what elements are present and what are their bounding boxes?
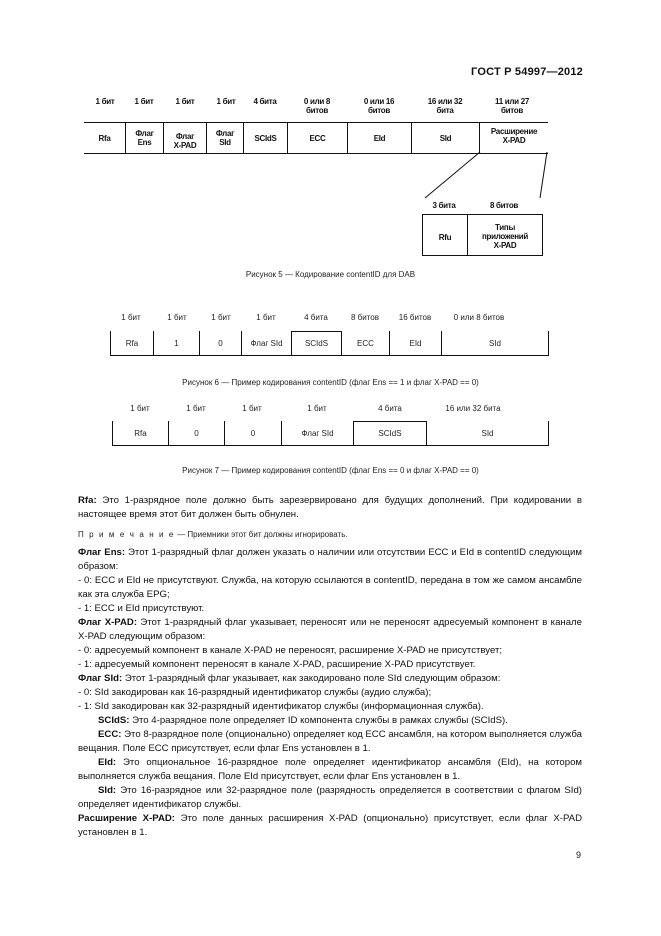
fig6-label: 1 бит bbox=[211, 313, 231, 322]
fig7-label: 4 бита bbox=[378, 404, 402, 413]
fig6-cell-eid: EId bbox=[409, 339, 422, 348]
xpad-ext-definition: Это поле данных расширения X-PAD (опционально) присутствует, если флаг X-PAD установлен в 1. bbox=[78, 813, 582, 838]
ens-definition: Этот 1-разрядный флаг должен указать о наличии или отсутствии ECC и EId в contentID следующим образом: bbox=[78, 547, 582, 572]
fig6-label: 0 или 8 битов bbox=[453, 313, 505, 322]
fig5-cell-rfa: Rfa bbox=[98, 133, 111, 143]
fig7-cell-xpad: 0 bbox=[250, 429, 256, 438]
sid-flag-term: Флаг SId: bbox=[78, 673, 123, 684]
fig5-cell-xpad-flag: Флаг X-PAD bbox=[173, 132, 197, 150]
sid-option-1: - 1: SId закодирован как 32-разрядный идентификатор службы (информационная служба). bbox=[78, 701, 484, 712]
rfa-term: Rfa: bbox=[78, 495, 97, 506]
note-text: — Приемники этот бит должны игнорировать. bbox=[174, 530, 348, 539]
fig5-label: 0 или 8 битов bbox=[303, 97, 331, 115]
fig7-label: 16 или 32 бита bbox=[445, 404, 501, 413]
sid-paragraph bbox=[78, 784, 582, 812]
document-header: ГОСТ Р 54997—2012 bbox=[471, 66, 583, 78]
fig5-cell-eid: EId bbox=[373, 133, 386, 143]
fig5-sub-label: 8 битов bbox=[489, 201, 519, 210]
ecc-definition: Это 8-разрядное поле (опционально) определяет код ECC ансамбля, на котором выполняется служба вещания. Поле ECC присутствует, если флаг Ens установлен в 1. bbox=[78, 729, 582, 754]
fig6-caption: Рисунок 6 — Пример кодирования contentID (флаг Ens == 1 и флаг X-PAD == 0) bbox=[182, 378, 479, 387]
xpad-option-0: - 0: адресуемый компонент в канале X-PAD не переносят, расширение X-PAD не присутствует; bbox=[78, 645, 503, 656]
fig5-expansion-lines bbox=[415, 150, 555, 202]
xpad-option-1: - 1: адресуемый компонент переносят в канале X-PAD, расширение X-PAD присутствует. bbox=[78, 659, 476, 670]
fig5-sub-top-line bbox=[422, 214, 543, 215]
fig5-label: 1 бит bbox=[134, 97, 154, 106]
fig7-label: 1 бит bbox=[242, 404, 262, 413]
divider bbox=[542, 214, 543, 256]
fig5-label: 1 бит bbox=[175, 97, 195, 106]
fig6-cell-sid: SId bbox=[488, 339, 501, 348]
rfa-paragraph bbox=[78, 494, 582, 522]
fig6-cell-ens: 1 bbox=[174, 339, 179, 348]
fig5-label: 4 бита bbox=[253, 97, 277, 106]
sid-option-0: - 0: SId закодирован как 16-разрядный идентификатор службы (аудио служба); bbox=[78, 687, 432, 698]
fig5-cell-xpad-ext: Расширение X-PAD bbox=[490, 127, 538, 145]
fig5-sub-cell-app-types: Типы приложений X-PAD bbox=[481, 222, 529, 250]
fig5-cell-sid: SId bbox=[439, 133, 452, 143]
fig7-bottom-line bbox=[112, 445, 549, 446]
fig6-cell-ecc: ECC bbox=[357, 339, 374, 348]
fig5-sub-cell-rfu: Rfu bbox=[438, 232, 452, 242]
fig7-label: 1 бит bbox=[130, 404, 150, 413]
fig7-label: 1 бит bbox=[186, 404, 206, 413]
eid-paragraph bbox=[78, 756, 582, 784]
ens-term: Флаг Ens: bbox=[78, 547, 126, 558]
sid-definition: Это 16-разрядное или 32-разрядное поле (разрядность определяется в соответствии с флагом SId) определяет идентификатор службы. bbox=[78, 785, 582, 810]
fig6-cell-xpad: 0 bbox=[218, 339, 223, 348]
divider bbox=[548, 421, 549, 446]
xpad-term: Флаг X-PAD: bbox=[78, 617, 138, 628]
fig5-label: 1 бит bbox=[216, 97, 236, 106]
fig6-label: 16 битов bbox=[398, 313, 432, 322]
body-text bbox=[78, 494, 582, 840]
fig7-cell-rfa: Rfa bbox=[134, 429, 147, 438]
rfa-definition: Это 1-разрядное поле должно быть зарезервировано для будущих дополнений. При кодировании в настоящее время этот бит должен быть обнулен. bbox=[78, 495, 582, 520]
fig6-label: 4 бита bbox=[304, 313, 328, 322]
fig5-cell-ens-flag: Флаг Ens bbox=[135, 129, 154, 147]
fig5-sub-label: 3 бита bbox=[432, 201, 456, 210]
fig6-label: 1 бит bbox=[167, 313, 187, 322]
ens-paragraph bbox=[78, 546, 582, 574]
ecc-paragraph bbox=[78, 728, 582, 756]
xpad-ext-term: Расширение X-PAD: bbox=[78, 813, 175, 824]
fig5-cell-scids: SCIdS bbox=[254, 133, 277, 143]
sid-term: SId: bbox=[98, 785, 117, 796]
eid-definition: Это опциональное 16-разрядное поле определяет идентификатор ансамбля (EId), на котором выполняется служба вещания. Поле EId присутствует, если флаг Ens установлен в 1. bbox=[78, 757, 582, 782]
fig6-label: 1 бит bbox=[121, 313, 141, 322]
fig7-cell-sid: SId bbox=[481, 429, 494, 438]
fig5-caption: Рисунок 5 — Кодирование contentID для DAB bbox=[245, 270, 416, 279]
fig5-cell-sid-flag: Флаг SId bbox=[215, 129, 235, 147]
fig7-label: 1 бит bbox=[307, 404, 327, 413]
fig6-cell-sid-flag: Флаг SId bbox=[250, 339, 283, 348]
fig5-label: 0 или 16 битов bbox=[363, 97, 395, 115]
scids-paragraph bbox=[78, 714, 582, 728]
xpad-paragraph bbox=[78, 616, 582, 644]
scids-term: SCIdS: bbox=[98, 715, 130, 726]
note-paragraph bbox=[78, 528, 582, 542]
fig7-caption: Рисунок 7 — Пример кодирования contentID (флаг Ens == 0 и флаг X-PAD == 0) bbox=[182, 466, 479, 475]
eid-term: EId: bbox=[98, 757, 117, 768]
fig6-cell-rfa: Rfa bbox=[125, 339, 139, 348]
fig5-label: 1 бит bbox=[95, 97, 115, 106]
note-label: П р и м е ч а н и е bbox=[78, 530, 175, 539]
fig6-cell-scids: SCIdS bbox=[304, 339, 329, 348]
ecc-term: ECC: bbox=[98, 729, 122, 740]
fig7-cell-scids: SCIdS bbox=[378, 429, 402, 438]
xpad-ext-paragraph bbox=[78, 812, 582, 840]
scids-definition: Это 4-разрядное поле определяет ID компонента службы в рамках службы (SCIdS). bbox=[129, 715, 508, 726]
divider bbox=[548, 331, 549, 356]
fig6-label: 1 бит bbox=[256, 313, 276, 322]
sid-flag-paragraph bbox=[78, 672, 582, 686]
fig5-label: 11 или 27 битов bbox=[494, 97, 530, 115]
fig6-bottom-line bbox=[110, 355, 549, 356]
sid-flag-definition: Этот 1-разрядный флаг указывает, как закодировано поле SId следующим образом: bbox=[122, 673, 501, 684]
xpad-definition: Этот 1-разрядный флаг указывает, переносят или не переносят адресуемый компонент в канале X-PAD следующим образом: bbox=[78, 617, 582, 642]
fig7-cell-sid-flag: Флаг SId bbox=[301, 429, 334, 438]
fig5-cell-ecc: ECC bbox=[309, 133, 326, 143]
page-number: 9 bbox=[575, 850, 581, 860]
fig5-label: 16 или 32 бита bbox=[427, 97, 463, 115]
fig7-cell-ens: 0 bbox=[194, 429, 199, 438]
fig6-label: 8 битов bbox=[351, 313, 379, 322]
ens-option-0: - 0: ECC и EId не присутствуют. Служба, на которую ссылаются в contentID, передана в том же самом ансамбле как эта служба EPG; bbox=[78, 575, 582, 600]
ens-option-1: - 1: ECC и EId присутствуют. bbox=[78, 603, 205, 614]
